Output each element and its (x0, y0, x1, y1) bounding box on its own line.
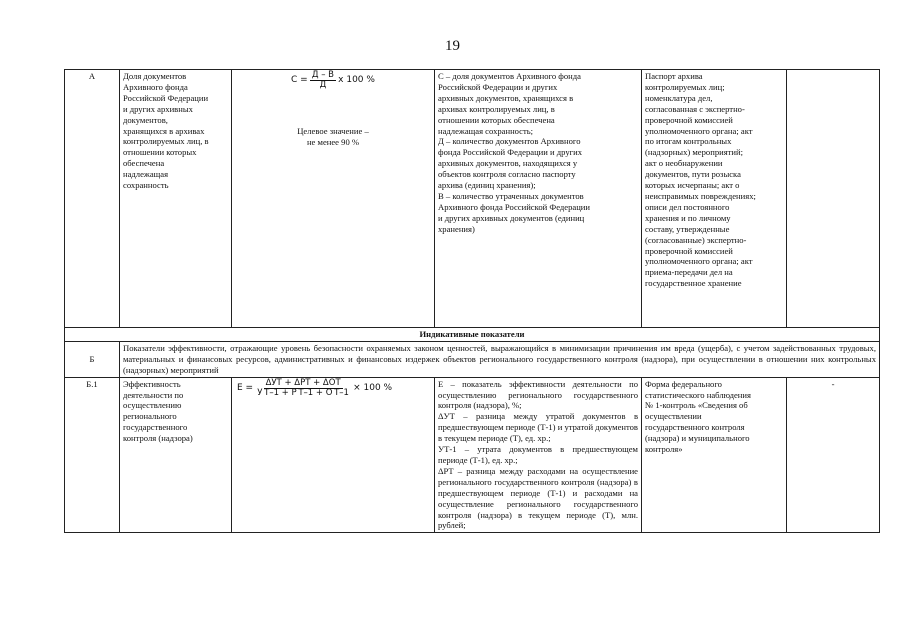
variables-line: Д – количество документов Архивного (438, 136, 581, 147)
source-line: уполномоченного органа; акт (645, 256, 753, 267)
formula-cell (232, 377, 435, 533)
variables-line: отношении которых обеспечена (438, 114, 555, 125)
variables-line: архива (единиц хранения); (438, 180, 536, 191)
name-line: Доля документов (123, 71, 187, 81)
source-line: хранения и по личному (645, 212, 731, 223)
table-row-b (65, 341, 880, 377)
variables-line: Архивного фонда Российской Федерации (438, 201, 590, 212)
source-line: уполномоченного органа; акт (645, 125, 753, 136)
section-row (65, 328, 880, 342)
variables-description (435, 70, 642, 328)
name-line: сохранность (123, 180, 169, 191)
source-line: неисправимых повреждениях; (645, 190, 756, 201)
name-line: осуществлению (123, 400, 182, 411)
extra-cell: - (787, 377, 880, 533)
source-line: номенклатура дел, (645, 92, 713, 103)
name-line: отношении которых (123, 147, 197, 158)
source-line: (согласованные) экспертно- (645, 234, 747, 245)
variables-line: хранения) (438, 223, 475, 234)
variables-line: С – доля документов Архивного фонда (438, 71, 581, 81)
target-line: Целевое значение – (297, 126, 369, 136)
source-line: которых исчерпаны; акт о (645, 180, 740, 191)
variables-line: ΔРТ – разница между расходами на осуществление регионального государственного контроля (надзора) в предшествующем периоде (Т-1) и расходами на осуществление регионального государственного контроля (надзора) в текущем периоде (Т), млн. рублей; (438, 465, 638, 531)
name-line: хранящихся в архивах (123, 125, 205, 136)
source-line: составу, утвержденные (645, 223, 730, 234)
source-line: Форма федерального (645, 378, 722, 389)
formula-lhs: С = (291, 75, 308, 86)
row-code: А (65, 70, 120, 328)
name-line: Эффективность (123, 378, 181, 389)
source-line: № 1-контроль «Сведения об (645, 400, 748, 411)
formula-numerator: Д – В (311, 70, 335, 80)
variables-line: Е – показатель эффективности деятельности по осуществлению регионального государственного контроля (надзора), %; (438, 378, 638, 411)
variables-line: объектов контроля согласно паспорту (438, 169, 576, 180)
row-code: Б.1 (65, 377, 120, 533)
source-line: государственного контроля (645, 422, 745, 433)
indicator-name (120, 70, 232, 328)
formula-denominator: Д (319, 80, 327, 90)
source-line: проверочной комиссией (645, 114, 733, 125)
source-line: по итогам контрольных (645, 136, 732, 147)
variables-line: надлежащая сохранность; (438, 125, 534, 136)
name-line: надлежащая (123, 169, 169, 180)
row-code: Б (65, 341, 120, 377)
source-line: Паспорт архива (645, 71, 703, 81)
indicators-table (64, 69, 880, 533)
variables-line: архивных документов, хранящихся в (438, 92, 574, 103)
target-value (235, 126, 431, 148)
data-source (642, 70, 787, 328)
name-line: контроля (надзора) (123, 433, 193, 444)
source-line: контроля» (645, 444, 683, 455)
formula-tail: × 100 % (353, 382, 393, 393)
target-line: не менее 90 % (306, 136, 360, 147)
name-line: государственного (123, 422, 188, 433)
formula (235, 379, 431, 398)
variables-line: В – количество утраченных документов (438, 190, 584, 201)
variables-line: фонда Российской Федерации и других (438, 147, 583, 158)
section-title: Индикативные показатели (65, 328, 880, 342)
formula-fraction (310, 71, 336, 90)
variables-line: УТ-1 – утрата документов в предшествующем периоде (Т-1), ед. хр.; (438, 444, 638, 465)
formula-fraction (255, 379, 351, 398)
name-line: контролируемых лиц, в (123, 136, 209, 147)
source-line: описи дел постоянного (645, 201, 730, 212)
source-line: акт о необнаружении (645, 158, 723, 169)
formula (235, 71, 431, 90)
data-source (642, 377, 787, 533)
name-line: и других архивных (123, 103, 193, 114)
variables-line: архивах контролируемых лиц, в (438, 103, 555, 114)
source-line: осуществлении (645, 411, 702, 422)
source-line: (надзорных) мероприятий; (645, 147, 744, 158)
variables-description (435, 377, 642, 533)
name-line: Архивного фонда (123, 81, 188, 92)
formula-cell (232, 70, 435, 328)
group-description: Показатели эффективности, отражающие уровень безопасности охраняемых законом ценностей, выражающийся в минимизации причинения им вреда (ущерба), с учетом задействованных трудовых, материальных и финансовых ресурсов, административных и финансовых издержек объектов регионального государственного контроля (надзора), при осуществлении в отношении них контрольных (надзорных) мероприятий (120, 341, 880, 377)
name-line: регионального (123, 411, 177, 422)
variables-line: Российской Федерации и других (438, 81, 558, 92)
variables-line: и других архивных документов (единиц (438, 212, 585, 223)
source-line: проверочной комиссией (645, 245, 733, 256)
page-number: 19 (445, 38, 460, 54)
name-line: документов, (123, 114, 168, 125)
formula-tail: x 100 % (338, 75, 375, 86)
formula-lhs: Е = (237, 382, 254, 393)
formula-denominator: У Т–1 + Р Т–1 + О Т–1 (257, 387, 349, 398)
table-row-a (65, 70, 880, 328)
name-line: обеспечена (123, 158, 165, 169)
extra-cell (787, 70, 880, 328)
source-line: контролируемых лиц; (645, 81, 725, 92)
source-line: документов, пути розыска (645, 169, 741, 180)
source-line: статистического наблюдения (645, 389, 751, 400)
formula-numerator: ΔУТ + ΔРТ + ΔОТ (265, 377, 341, 388)
variables-line: архивных документов, находящихся у (438, 158, 578, 169)
source-line: государственное хранение (645, 278, 742, 289)
indicator-name (120, 377, 232, 533)
table-row-b1 (65, 377, 880, 533)
source-line: приема-передачи дел на (645, 267, 733, 278)
variables-line: ΔУТ – разница между утратой документов в предшествующем периоде (Т-1) и утратой документов в текущем периоде (Т), ед. хр.; (438, 411, 638, 444)
source-line: согласованная с экспертно- (645, 103, 745, 114)
name-line: деятельности по (123, 389, 184, 400)
source-line: (надзора) и муниципального (645, 433, 750, 444)
name-line: Российской Федерации (123, 92, 209, 103)
